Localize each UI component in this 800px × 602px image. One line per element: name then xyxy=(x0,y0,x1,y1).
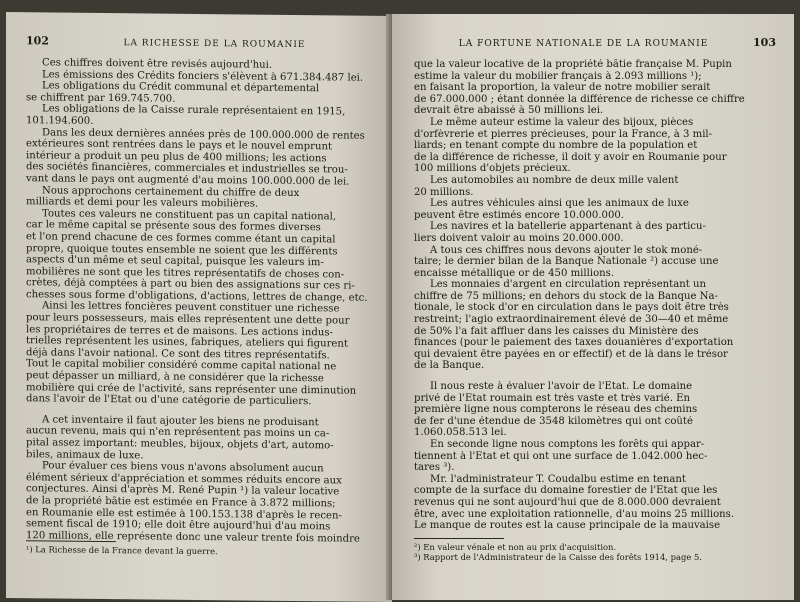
left-text-line: A cet inventaire il faut ajouter les biens ne produisant xyxy=(42,414,319,429)
right-text-line: chiffre de 75 millions; en dehors du stock de la Banque Na- xyxy=(414,290,718,302)
right-text-line: Mr. l'administrateur T. Coudalbu estime en tenant xyxy=(430,473,686,485)
left-running-header xyxy=(26,34,380,51)
right-text-line: être, avec une exploitation rationnelle, d'au moins 25 millions. xyxy=(414,508,735,520)
left-text-line: mobilière qui crée de l'activité, sans représenter une diminution xyxy=(26,381,357,397)
right-text-line: que la valeur locative de la propriété bâtie française M. Pupin xyxy=(414,59,732,70)
right-text-line: 100 millions d'objets précieux. xyxy=(414,163,571,175)
left-text-line: pital assez important: meubles, bijoux, objets d'art, automo- xyxy=(26,437,334,452)
right-text-line: Les monnaies d'argent en circulation représentant un xyxy=(430,279,707,291)
right-paragraph-gap xyxy=(414,372,776,381)
right-text-line: Il nous reste à évaluer l'avoir de l'Etat. Le domaine xyxy=(430,381,693,393)
left-text-line: vant dans le pays ont augmenté d'au moins 100.000.000 de lei. xyxy=(26,173,350,188)
left-text-line: Tout le capital mobilier considéré comme capital national ne xyxy=(26,358,337,373)
right-body-text xyxy=(414,59,776,532)
right-text-line: En seconde ligne nous comptons les forêts qui appar- xyxy=(430,439,705,450)
right-running-head-title: LA FORTUNE NATIONALE DE LA ROUMANIE xyxy=(458,39,709,49)
left-text-line: Les obligations du Crédit communal et départemental xyxy=(42,80,320,95)
left-text-line: biles, animaux de luxe. xyxy=(26,448,144,462)
left-text-line: dans l'avoir de l'Etat ou d'une catégorie de particuliers. xyxy=(26,393,312,408)
right-text-line: de la Banque. xyxy=(414,360,485,372)
left-text-line: aucun revenu, mais qui n'en représentent pas moins un ca- xyxy=(26,425,330,440)
left-page xyxy=(6,12,392,602)
left-text-line: 101.194.600. xyxy=(26,115,94,127)
left-text-line: Ainsi les lettres foncières peuvent constituer une richesse xyxy=(42,300,340,315)
right-text-line: compte de la surface du domaine forestier de l'Etat que les xyxy=(414,485,718,497)
right-text-line: finances (pour le paiement des taxes douanières d'exportation xyxy=(414,337,734,349)
right-page-number: 103 xyxy=(753,36,776,49)
left-text-line: Dans les deux dernières années près de 100.000.000 de rentes xyxy=(42,126,365,142)
left-text-line: intérieur a produit un peu plus de 400 millions; les actions xyxy=(26,149,327,165)
right-text-line: en faisant la proportion, la valeur de notre mobilier serait xyxy=(414,82,711,94)
left-text-line: chesses sous forme d'obligations, d'actions, lettres de change, etc. xyxy=(26,289,368,304)
right-text-line: tares ³). xyxy=(414,462,455,474)
left-text-line: sement fiscal de 1910; elle doit être aujourd'hui d'au moins xyxy=(26,518,331,533)
left-text-line: les propriétaires de terres et de maisons. Les actions indus- xyxy=(26,323,333,339)
right-text-line: qui devaient être payées en or effectif) et de là dans le trésor xyxy=(414,348,728,360)
right-text-line: Les autres véhicules ainsi que les animaux de luxe xyxy=(430,198,689,210)
right-text-line: Les navires et la batellerie appartenant à des particu- xyxy=(430,221,706,233)
left-text-line: milliards et demi pour les valeurs mobilières. xyxy=(26,196,259,210)
right-text-line: 20 millions. xyxy=(414,186,474,198)
left-text-line: aspects d'un même et seul capital, puisque les valeurs im- xyxy=(26,254,324,269)
right-text-line: encaisse métallique or de 450 millions. xyxy=(414,267,615,279)
left-page-number: 102 xyxy=(26,34,49,48)
right-text-line: d'orfèvrerie et pierres précieuses, pour la France, à 3 mil- xyxy=(414,128,713,140)
left-text-line: déjà dans l'avoir national. Ce sont des titres représentatifs. xyxy=(26,347,330,362)
left-body-text xyxy=(26,57,380,545)
right-text-line: privé de l'Etat roumain est très vaste et très varié. En xyxy=(414,392,690,404)
left-text-line: Pour évaluer ces biens vous n'avons absolument aucun xyxy=(42,460,324,475)
left-text-line: Toutes ces valeurs ne constituent pas un capital national, xyxy=(42,208,337,223)
left-text-line: conjectures. Ainsi d'après M. René Pupin ¹) la valeur locative xyxy=(26,483,340,498)
left-text-line: élément sérieux d'appréciation et sommes réduits encore aux xyxy=(26,471,342,487)
left-text-line: Nous approchons certainement du chiffre de deux xyxy=(42,184,300,199)
right-text-line: de fer d'une étendue de 3548 kilomètres qui ont coûté xyxy=(414,415,693,427)
right-text-line: tiennent à l'Etat et qui ont une surface de 1.042.000 hec- xyxy=(414,450,708,462)
left-running-head-title: LA RICHESSE DE LA ROUMANIE xyxy=(123,38,306,51)
right-text-line: taire; le dernier bilan de la Banque Nationale ²) accuse une xyxy=(414,256,719,268)
right-text-line: A tous ces chiffres nous devons ajouter le stok moné- xyxy=(430,244,703,256)
left-text-line: trielles représentent les usines, fabriques, ateliers qui figurent xyxy=(26,335,348,350)
left-text-line: propre, quoique toutes ensemble ne soient que les différents xyxy=(26,242,338,257)
right-text-line: 1.060.058.513 lei. xyxy=(414,427,507,439)
right-text-line: de la différence de richesse, il doit y avoir en Roumanie pour xyxy=(414,151,727,163)
right-text-line: estime la valeur du mobilier français à 2.093 millions ¹); xyxy=(414,70,702,82)
left-footnote: ¹) La Richesse de la France devant la guerre. xyxy=(26,544,218,557)
left-text-line: des sociétés financières, commerciales et industrielles se trou- xyxy=(26,161,348,176)
right-text-line: Le manque de routes est la cause principale de la mauvaise xyxy=(414,520,721,532)
right-footnote-rule xyxy=(414,538,504,539)
right-text-line: de 50% l'a fait affluer dans les caisses du Ministère des xyxy=(414,325,699,337)
right-running-header xyxy=(414,36,776,49)
left-text-line: Les émissions des Crédits fonciers s'élèvent à 671.384.487 lei. xyxy=(42,68,364,84)
left-text-line: en Roumanie elle est estimée à 100.153.138 d'après le recen- xyxy=(26,506,342,522)
right-text-line: Le même auteur estime la valeur des bijoux, pièces xyxy=(430,116,694,128)
right-text-line: restreint; l'agio extraordinairement élevé de 30—40 et même xyxy=(414,314,729,326)
left-text-line: mobilières ne sont que les titres représentatifs de choses con- xyxy=(26,265,345,281)
left-text-line: se chiffrent par 169.745.700. xyxy=(26,91,176,105)
left-text-line: extérieures sont rentrées dans le pays et le nouvel emprunt xyxy=(26,138,333,153)
left-text-line: Ces chiffres doivent être revisés aujourd'hui. xyxy=(42,57,273,71)
right-text-line: liards; en tenant compte du nombre de la population et xyxy=(414,140,698,152)
right-footnote-1: ²) En valeur vénale et non au prix d'acquisition. xyxy=(414,541,617,552)
right-page xyxy=(392,14,794,600)
left-text-line: peut dépasser un milliard, à ne considérer que la richesse xyxy=(26,370,324,385)
left-text-line: de la propriété bâtie est estimée en France à 3.872 millions; xyxy=(26,495,336,510)
left-text-line: pour leurs possesseurs, mais elles représentent une dette pour xyxy=(26,312,350,327)
left-footnote-rule xyxy=(26,540,116,542)
right-text-line: Les automobiles au nombre de deux mille valent xyxy=(430,174,679,186)
right-text-line: liers doivent valoir au moins 20.000.000. xyxy=(414,232,624,244)
left-text-line: et l'on prend chacune de ces formes comme étant un capital xyxy=(26,231,336,246)
left-text-line: 120 millions, elle représente donc une valeur trente fois moindre xyxy=(26,529,360,545)
left-text-line: Les obligations de la Caisse rurale représentaient en 1915, xyxy=(42,103,346,118)
left-text-line: crètes, déjà comptées à part ou bien des assignations sur ces ri- xyxy=(26,277,355,292)
right-footnote-2: ³) Rapport de l'Administrateur de la Caisse des forêts 1914, page 5. xyxy=(414,551,702,562)
right-text-line: de 67.000.000 ; étant donnée la différence de richesse ce chiffre xyxy=(414,93,745,105)
right-text-line: devrait être abaissé à 50 millions lei. xyxy=(414,105,604,117)
left-text-line: car le même capital se présente sous des formes diverses xyxy=(26,219,321,234)
right-text-line: tionale, le stock d'or en circulation dans le pays doit être très xyxy=(414,302,729,314)
right-text-line: première ligne nous compterons le réseau des chemins xyxy=(414,404,698,416)
right-text-line: revenus qui ne sont aujourd'hui que de 8.000.000 devraient xyxy=(414,496,721,508)
right-text-line: peuvent être estimés encore 10.000.000. xyxy=(414,209,624,221)
